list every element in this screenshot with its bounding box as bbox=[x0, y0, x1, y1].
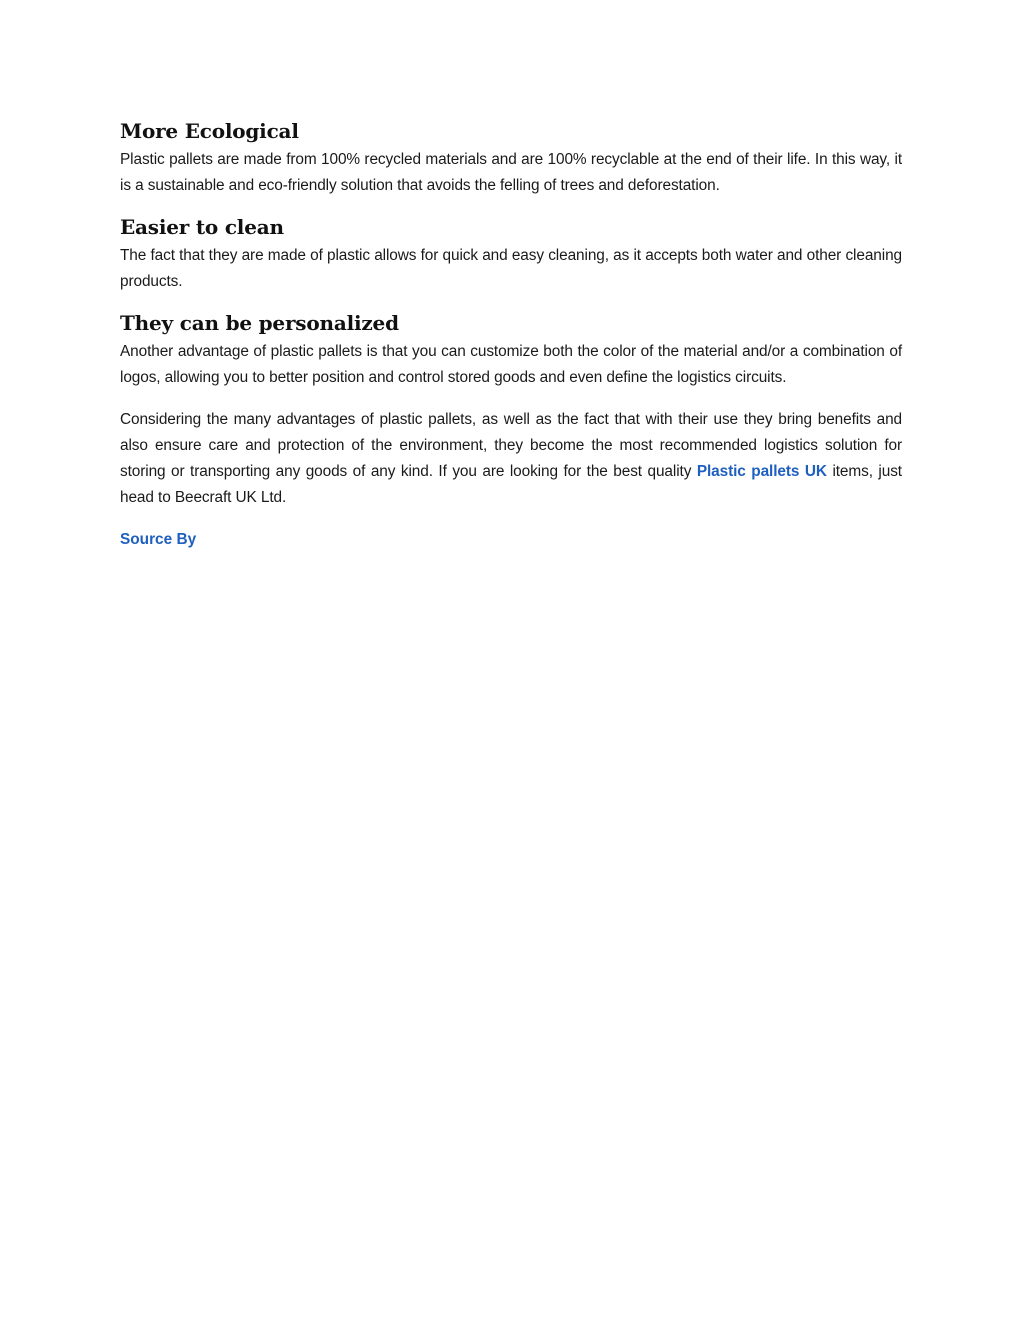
plastic-pallets-uk-link[interactable]: Plastic pallets UK bbox=[696, 463, 827, 480]
section-heading: More Ecological bbox=[120, 119, 299, 143]
document-page bbox=[120, 117, 902, 553]
section-body: Plastic pallets are made from 100% recycled materials and are 100% recyclable at the end of their life. In this way, it is a sustainable and eco-friendly solution that avoids the felling of trees and deforestation. bbox=[120, 151, 902, 194]
section-more-ecological bbox=[120, 117, 902, 199]
source-by-link[interactable]: Source By bbox=[120, 531, 197, 548]
closing-text-before: Considering the many advantages of plastic pallets, as well as the fact that with their use they bring benefits and also ensure care and protection of the environment, they become the most recommended logistics solution for storing or transporting any goods of any kind. If you are looking for the best quality bbox=[120, 411, 902, 480]
section-easier-to-clean bbox=[120, 213, 902, 295]
section-body: The fact that they are made of plastic allows for quick and easy cleaning, as it accepts both water and other cleaning products. bbox=[120, 247, 902, 290]
source-line bbox=[120, 527, 902, 553]
section-personalized bbox=[120, 309, 902, 391]
section-heading: Easier to clean bbox=[120, 215, 284, 239]
section-heading: They can be personalized bbox=[120, 311, 399, 335]
closing-paragraph bbox=[120, 407, 902, 511]
closing-text-after: items, just head to Beecraft UK Ltd. bbox=[120, 463, 902, 506]
section-body: Another advantage of plastic pallets is that you can customize both the color of the material and/or a combination of logos, allowing you to better position and control stored goods and even define the logistics circuits. bbox=[120, 343, 902, 386]
